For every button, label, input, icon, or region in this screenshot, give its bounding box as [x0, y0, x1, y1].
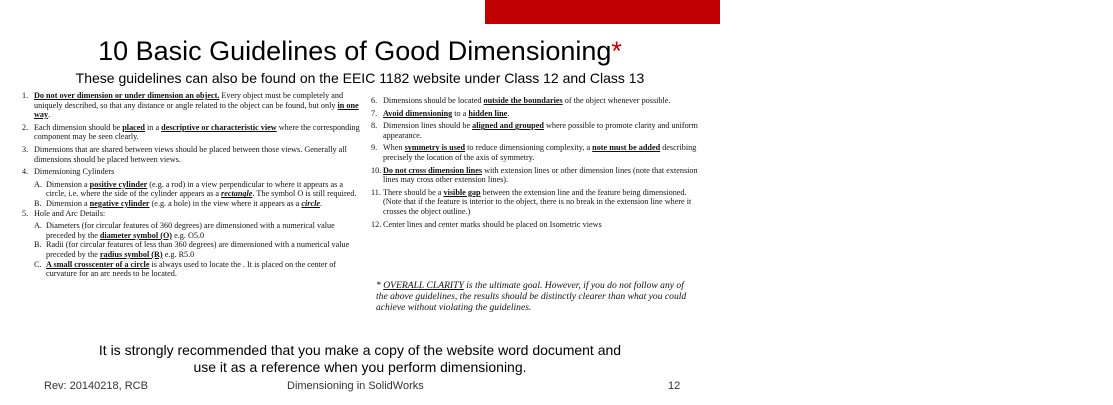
guideline-end: . It is placed on the center of curvature for an arc needs to be located. — [46, 259, 337, 279]
guideline-end: where possible to promote clarity and uniform appearance. — [383, 121, 698, 140]
guideline-emphasis: symmetry is used — [404, 143, 466, 153]
guideline-lead: Dimension a — [46, 198, 90, 208]
left-guideline-item — [22, 240, 360, 259]
guideline-text — [383, 109, 701, 119]
top-bar — [0, 0, 1113, 40]
footer-page-number: 12 — [668, 380, 681, 392]
right-guideline-item — [371, 121, 701, 140]
guideline-lead: Dimension a — [46, 179, 90, 189]
guideline-emphasis: diameter symbol (O) — [99, 230, 173, 240]
guideline-body: to a — [452, 108, 469, 118]
left-guideline-item — [22, 167, 360, 177]
guideline-lead: Hole and Arc Details: — [34, 208, 106, 218]
guideline-body: (e.g. a hole) in the view where it appears as a — [149, 198, 302, 208]
guideline-text — [383, 166, 701, 185]
guideline-body: to reduce dimensioning complexity, a — [465, 143, 593, 153]
guideline-number: 12. — [371, 219, 382, 229]
guideline-number: 5. — [22, 208, 29, 218]
guideline-text — [34, 209, 360, 219]
guideline-text — [34, 91, 360, 120]
guideline-text — [46, 180, 360, 199]
guideline-text — [383, 96, 701, 106]
guideline-emphasis: note must be added — [592, 143, 661, 153]
guideline-emphasis: in one way — [34, 100, 359, 120]
guideline-lead: Dimensions that are shared between views should be placed between those views. Generally all dimensions should be placed between views. — [34, 144, 347, 164]
guideline-number: 6. — [371, 96, 378, 105]
guideline-number: 4. — [22, 167, 29, 177]
slide-title — [0, 36, 720, 67]
guideline-text — [46, 221, 360, 240]
guideline-emphasis: aligned and grouped — [472, 121, 544, 131]
header-banner — [485, 0, 1113, 40]
footer-course: Dimensioning in SolidWorks — [287, 380, 424, 392]
guideline-end: . The symbol O is still required. — [252, 189, 357, 199]
guideline-body: Every object must be completely and uniquely described, so that any distance or angle related to the object can be found, but only — [34, 91, 344, 110]
guideline-emphasis: Do not cross dimension lines — [383, 165, 483, 175]
note-mark: * — [376, 280, 384, 291]
guideline-number: 9. — [371, 143, 378, 153]
guideline-lead: Dimensioning Cylinders — [34, 167, 115, 177]
guideline-text — [46, 240, 360, 259]
guideline-lead: Each dimension should be — [34, 122, 123, 132]
guideline-text — [383, 121, 701, 140]
guideline-number: A. — [34, 179, 42, 189]
guideline-text — [34, 145, 360, 164]
guideline-lead: Radii (for circular features of less than 360 degrees) are dimensioned with a numerical value preceded by the — [46, 240, 350, 259]
guideline-emphasis: radius symbol (R) — [99, 249, 163, 259]
guideline-lead: Center lines and center marks should be placed on Isometric views — [383, 219, 602, 229]
right-guideline-item — [371, 109, 701, 119]
guideline-emphasis: hidden line — [468, 108, 508, 118]
guideline-end: where the corresponding component may be seen clearly. — [34, 122, 360, 142]
left-guideline-item — [22, 221, 360, 240]
slide-title-text: 10 Basic Guidelines of Good Dimensioning — [98, 36, 612, 66]
guideline-text — [46, 260, 360, 279]
guideline-lead: When — [383, 143, 405, 153]
guideline-text — [34, 167, 360, 177]
header-title: Engineering 1182 — [1015, 1, 1113, 40]
guideline-text — [383, 143, 701, 162]
guideline-end: describing precisely the location of the axis of symmetry. — [383, 143, 697, 162]
footer-revision: Rev: 20140218, RCB — [44, 380, 148, 392]
guideline-lead: Do not over dimension or under dimension an object. — [34, 91, 220, 100]
guideline-text — [46, 199, 360, 209]
left-guideline-item — [22, 209, 360, 219]
guideline-end: e.g. R5.0 — [162, 249, 195, 259]
slide-title-mark: * — [611, 36, 622, 66]
guideline-number: 8. — [371, 121, 378, 131]
note-text: is the ultimate goal. However, if you do not follow any of the above guidelines, the results should be distinctly clearer than what you could achieve without violating the guidelines. — [376, 280, 687, 314]
right-guideline-item — [371, 96, 701, 106]
guideline-emphasis: placed — [122, 122, 145, 132]
guideline-lead: A small cross — [46, 259, 92, 269]
guideline-number: C. — [34, 259, 42, 269]
guideline-end: between the extension line and the feature being dimensioned. (Note that if the feature is interior to the object, there is no break in the extension line where it crosses the object outline.) — [383, 187, 692, 216]
left-guideline-item — [22, 145, 360, 164]
guideline-emphasis: center of a circle — [91, 259, 150, 269]
guideline-number: A. — [34, 221, 42, 231]
right-guideline-item — [371, 220, 701, 230]
guideline-lead: Dimension lines should be — [383, 121, 473, 131]
guideline-number: B. — [34, 240, 42, 250]
right-guideline-item — [371, 188, 701, 217]
guideline-number: 3. — [22, 144, 29, 154]
guideline-emphasis: outside the boundaries — [483, 96, 563, 105]
left-guideline-item — [22, 180, 360, 199]
note-lead: OVERALL CLARITY — [383, 280, 464, 291]
guideline-end: e.g. O5.0 — [172, 230, 205, 240]
guideline-emphasis: negative cylinder — [89, 198, 150, 208]
guideline-emphasis: Avoid dimensioning — [383, 108, 453, 118]
left-guideline-item — [22, 260, 360, 279]
guideline-emphasis: positive cylinder — [89, 179, 148, 189]
left-guideline-item — [22, 91, 360, 120]
guidelines-right-column — [371, 96, 701, 280]
guideline-lead: Dimensions should be located — [383, 96, 484, 105]
clarity-note — [376, 280, 698, 314]
guidelines-left-column — [22, 91, 360, 343]
recommendation-text: It is strongly recommended that you make a copy of the website word document and use it as a reference when you perform dimensioning. — [98, 342, 622, 375]
guideline-end: with extension lines or other dimension lines (note that extension lines may cross other extension lines). — [383, 165, 698, 185]
guideline-end: . — [48, 110, 51, 120]
guideline-body: is always used to locate the — [149, 259, 243, 269]
right-guideline-item — [371, 143, 701, 162]
guideline-emphasis: descriptive or characteristic view — [161, 122, 277, 132]
guideline-number: 11. — [371, 187, 381, 197]
left-guideline-item — [22, 123, 360, 142]
guideline-number: 1. — [22, 91, 29, 100]
guideline-italic: rectangle — [221, 189, 253, 199]
guideline-lead: There should be a — [383, 187, 444, 197]
header-bullet: • — [983, 2, 988, 18]
guideline-italic: circle — [301, 198, 320, 208]
slide-subtitle: These guidelines can also be found on the EEIC 1182 website under Class 12 and Class 13 — [75, 70, 645, 86]
guideline-end: . — [320, 198, 323, 208]
left-guideline-item — [22, 199, 360, 209]
guideline-text — [34, 123, 360, 142]
guideline-emphasis: visible gap — [443, 187, 481, 197]
guideline-number: 2. — [22, 122, 29, 132]
guideline-end: . — [507, 108, 510, 118]
guideline-body: in a — [144, 122, 162, 132]
guideline-end: of the object whenever possible. — [562, 96, 671, 105]
guideline-number: B. — [34, 198, 42, 208]
guideline-number: 7. — [371, 108, 378, 118]
guideline-number: 10. — [371, 165, 382, 175]
guideline-text — [383, 220, 701, 230]
guideline-text — [383, 188, 701, 217]
right-guideline-item — [371, 166, 701, 185]
guideline-body: (e.g. a rod) in a view perpendicular to where it appears as a circle, i.e. where the side of the cylinder appears as a — [46, 179, 343, 199]
guideline-lead: Diameters (for circular features of 360 degrees) are dimensioned with a numerical value preceded by the — [46, 221, 335, 240]
